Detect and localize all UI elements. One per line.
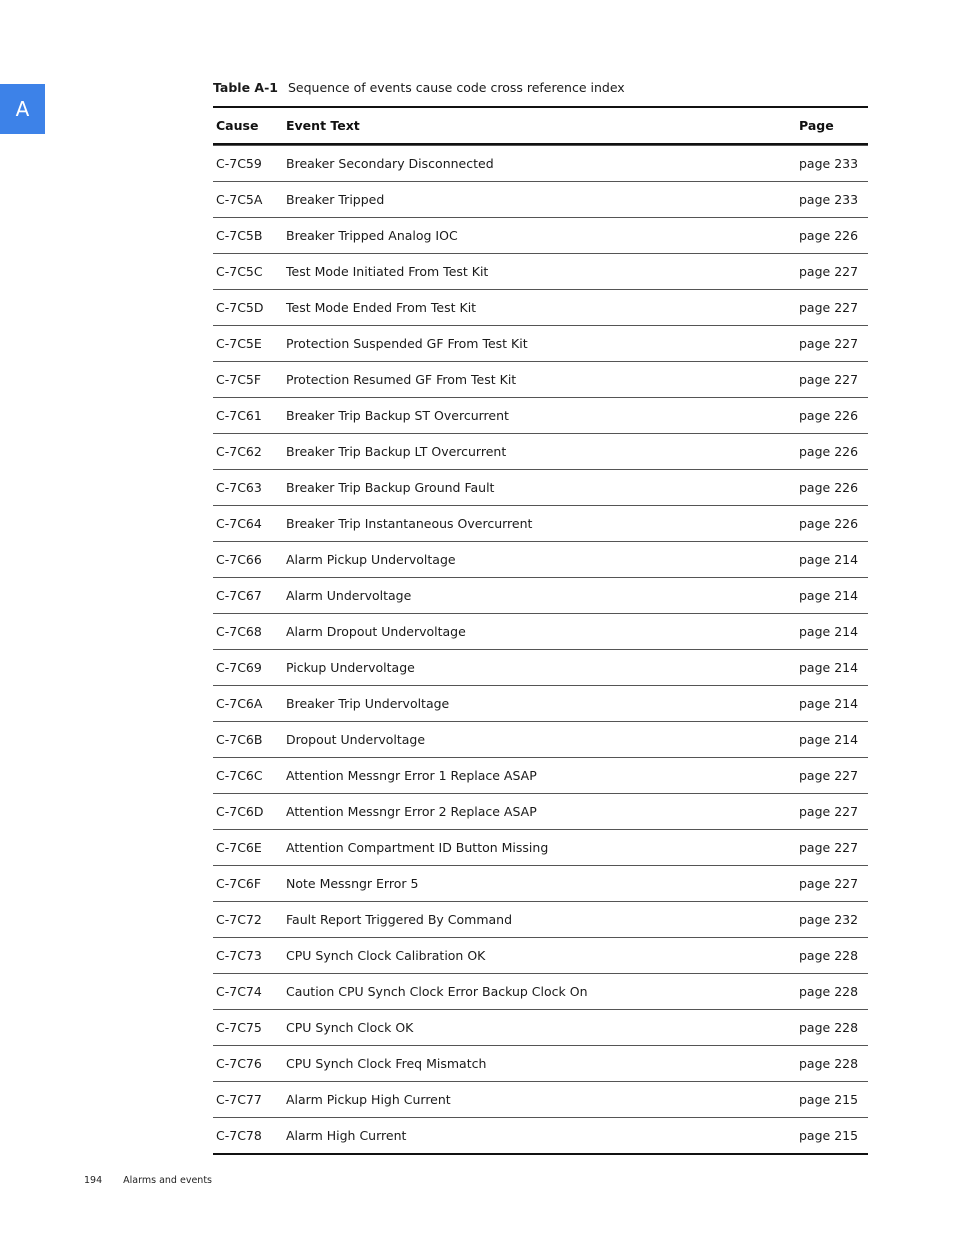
cell-event-text: Breaker Trip Backup LT Overcurrent [286,444,507,459]
table-row [213,469,868,505]
header-cause: Cause [216,118,259,133]
cell-page: page 214 [799,624,859,639]
cell-event-text: CPU Synch Clock Freq Mismatch [286,1056,487,1071]
table-row [213,1045,868,1081]
cell-event-text: Breaker Tripped Analog IOC [286,228,458,243]
table-row [213,433,868,469]
cell-page: page 226 [799,228,859,243]
cause-code-table [213,106,868,1155]
cell-page: page 227 [799,372,859,387]
table-title: Sequence of events cause code cross reference index [287,80,625,95]
cell-cause: C-7C6F [216,876,262,891]
cell-page: page 214 [799,732,859,747]
table-row [213,613,868,649]
cell-event-text: Breaker Secondary Disconnected [286,156,494,171]
cell-cause: C-7C6E [216,840,262,855]
section-tab: A [0,84,45,134]
cell-page: page 226 [799,444,859,459]
cell-cause: C-7C78 [216,1128,262,1143]
table-row [213,829,868,865]
cell-page: page 215 [799,1092,859,1107]
cell-cause: C-7C5A [216,192,263,207]
table-row [213,721,868,757]
cell-page: page 226 [799,516,859,531]
cell-cause: C-7C5E [216,336,262,351]
page-footer [84,1175,212,1186]
footer-section: Alarms and events [123,1175,212,1186]
cell-cause: C-7C6A [216,696,263,711]
cell-page: page 233 [799,192,859,207]
table-row [213,901,868,937]
table-row [213,973,868,1009]
table-header-row [213,108,868,145]
cell-page: page 214 [799,588,859,603]
cell-page: page 228 [799,1056,859,1071]
cell-event-text: Breaker Trip Backup Ground Fault [286,480,495,495]
cell-event-text: Test Mode Initiated From Test Kit [286,264,489,279]
table-number: Table A-1 [213,80,278,95]
table-row [213,361,868,397]
cell-page: page 227 [799,300,859,315]
cell-cause: C-7C5F [216,372,262,387]
cell-event-text: Alarm Pickup High Current [286,1092,451,1107]
table-caption [213,80,625,95]
table-row [213,181,868,217]
cell-event-text: Attention Compartment ID Button Missing [286,840,549,855]
cell-cause: C-7C68 [216,624,262,639]
cell-cause: C-7C6C [216,768,263,783]
cell-cause: C-7C59 [216,156,262,171]
cell-cause: C-7C66 [216,552,262,567]
table-row [213,757,868,793]
cell-page: page 232 [799,912,859,927]
cell-page: page 233 [799,156,859,171]
cell-cause: C-7C5B [216,228,263,243]
cell-page: page 228 [799,984,859,999]
cell-event-text: Breaker Tripped [286,192,385,207]
cell-page: page 227 [799,804,859,819]
cell-event-text: Alarm Dropout Undervoltage [286,624,466,639]
cell-event-text: Attention Messngr Error 1 Replace ASAP [286,768,537,783]
header-event-text: Event Text [286,118,360,133]
cell-event-text: Protection Suspended GF From Test Kit [286,336,528,351]
cell-cause: C-7C64 [216,516,262,531]
table-row [213,505,868,541]
table-row [213,253,868,289]
table-row [213,1009,868,1045]
page-number: 194 [84,1175,103,1186]
table-row [213,217,868,253]
table-row [213,1117,868,1153]
cell-cause: C-7C67 [216,588,262,603]
table-row [213,397,868,433]
cell-event-text: Alarm Pickup Undervoltage [286,552,456,567]
cell-cause: C-7C62 [216,444,262,459]
cell-page: page 227 [799,840,859,855]
table-body [213,145,868,1153]
cell-event-text: Alarm High Current [286,1128,407,1143]
cell-event-text: Alarm Undervoltage [286,588,412,603]
cell-event-text: Dropout Undervoltage [286,732,426,747]
cell-cause: C-7C75 [216,1020,262,1035]
cell-page: page 226 [799,408,859,423]
cell-cause: C-7C61 [216,408,262,423]
table-row [213,541,868,577]
cell-cause: C-7C74 [216,984,262,999]
cell-event-text: Breaker Trip Backup ST Overcurrent [286,408,509,423]
table-row [213,649,868,685]
cell-cause: C-7C69 [216,660,262,675]
table-row [213,937,868,973]
cell-page: page 228 [799,1020,859,1035]
cell-cause: C-7C73 [216,948,262,963]
cell-page: page 214 [799,696,859,711]
cell-cause: C-7C77 [216,1092,262,1107]
cell-cause: C-7C63 [216,480,262,495]
cell-cause: C-7C5C [216,264,263,279]
cell-event-text: Caution CPU Synch Clock Error Backup Clock On [286,984,588,999]
cell-event-text: Breaker Trip Instantaneous Overcurrent [286,516,533,531]
cell-page: page 215 [799,1128,859,1143]
table-row [213,865,868,901]
cell-event-text: Test Mode Ended From Test Kit [286,300,477,315]
table-row [213,145,868,181]
table-row [213,325,868,361]
cell-page: page 226 [799,480,859,495]
cell-page: page 214 [799,552,859,567]
cell-event-text: Note Messngr Error 5 [286,876,419,891]
cell-page: page 214 [799,660,859,675]
table-row [213,685,868,721]
table-row [213,289,868,325]
cell-event-text: Attention Messngr Error 2 Replace ASAP [286,804,537,819]
cell-event-text: Fault Report Triggered By Command [286,912,513,927]
cell-cause: C-7C6D [216,804,264,819]
table-row [213,1081,868,1117]
cell-page: page 227 [799,768,859,783]
cell-page: page 227 [799,336,859,351]
cell-page: page 227 [799,876,859,891]
cell-event-text: CPU Synch Clock Calibration OK [286,948,486,963]
cell-page: page 228 [799,948,859,963]
cell-cause: C-7C72 [216,912,262,927]
header-page: Page [799,118,834,133]
cell-cause: C-7C5D [216,300,264,315]
table-row [213,793,868,829]
table-row [213,577,868,613]
cell-cause: C-7C6B [216,732,263,747]
cell-cause: C-7C76 [216,1056,262,1071]
cell-event-text: Pickup Undervoltage [286,660,415,675]
cell-event-text: CPU Synch Clock OK [286,1020,414,1035]
cell-event-text: Protection Resumed GF From Test Kit [286,372,517,387]
cell-event-text: Breaker Trip Undervoltage [286,696,450,711]
cell-page: page 227 [799,264,859,279]
